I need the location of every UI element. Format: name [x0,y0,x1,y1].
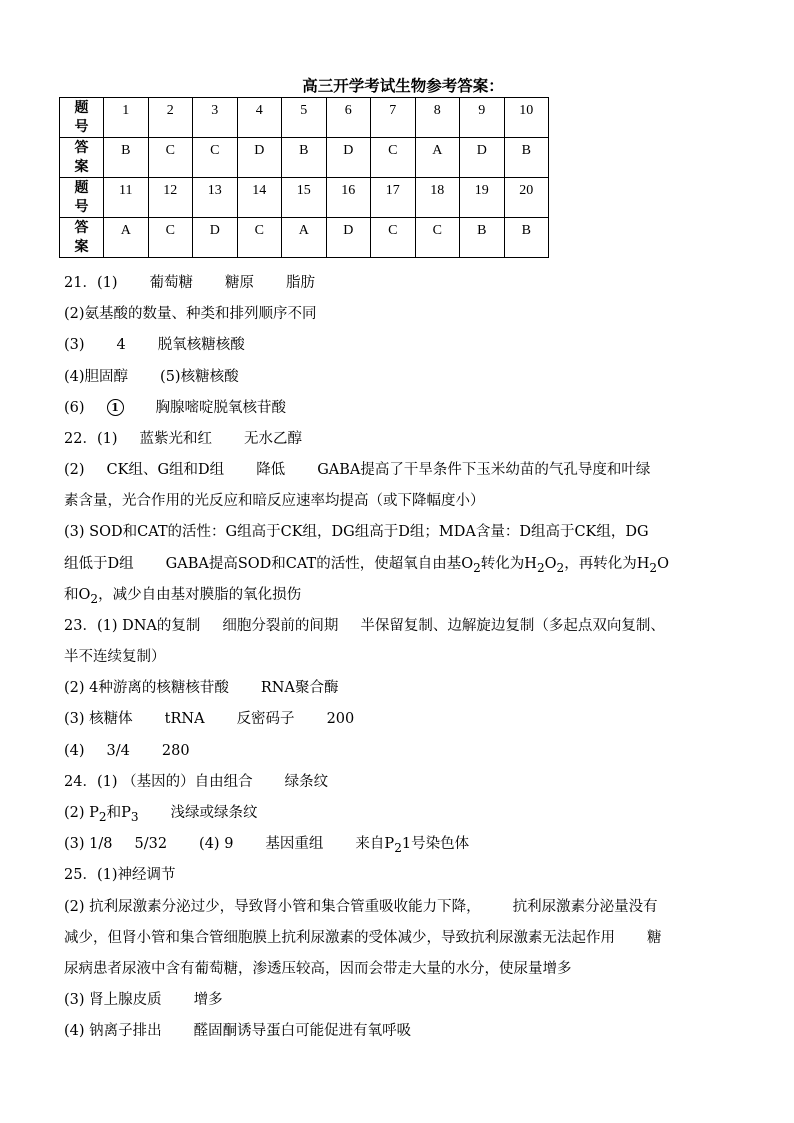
page-title-text: 高三开学考试生物参考答案： [302,76,504,95]
question-number: 16 [326,178,371,218]
subscript: 3 [130,809,139,824]
q22-line-3: 素含量，光合作用的光反应和暗反应速率均提高（或下降幅度小） [64,493,485,509]
q25-3-answer-a: (3) 肾上腺皮质 [64,992,162,1008]
question-number: 19 [460,178,505,218]
q25-line-5 [64,990,744,1010]
question-number: 3 [193,98,238,138]
q22-2-answer-b: 降低 [256,462,286,478]
q24-line-2 [64,803,744,827]
q22-3-answer-a: 组低于D组 [64,556,134,572]
answer-cell: D [460,138,505,178]
answer-cell: C [415,218,460,258]
answer-cell: B [104,138,149,178]
answer-table-body [60,98,549,258]
question-number: 9 [460,98,505,138]
q22-line-1 [64,429,744,449]
q24-2-answer-part2: 和P [106,805,131,821]
q23-label: 23．(1) DNA的复制 [64,618,201,634]
q22-3-answer-b-part3: O [544,556,557,572]
q24-label: 24．(1) （基因的）自由组合 [64,774,253,790]
q21-line-2: (2)氨基酸的数量、种类和排列顺序不同 [64,306,317,322]
subscript: 2 [536,560,545,575]
q25-line-4: 尿病患者尿液中含有葡萄糖，渗透压较高，因而会带走大量的水分，使尿量增多 [64,961,572,977]
answer-table [59,97,549,258]
q23-2-answer-a: (2) 4种游离的核糖核苷酸 [64,680,229,696]
answer-cell: C [371,218,416,258]
q23-4-answer-b: 280 [161,743,190,759]
q24-2-answer-b: 浅绿或绿条纹 [170,805,258,821]
q21-5-answer: (5)核糖核酸 [160,369,239,385]
question-number: 20 [504,178,549,218]
q24-3-answer-a: (3) 1/8 [64,836,113,852]
table-row [60,98,549,138]
answer-cell: B [504,218,549,258]
q22-2-answer-c: GABA提高了干旱条件下玉米幼苗的气孔导度和叶绿 [317,462,651,478]
q22-3-answer-b-part1: GABA提高SOD和CAT的活性，使超氧自由基O [165,556,474,572]
q24-answer-a: 绿条纹 [284,774,329,790]
circled-number-one: 1 [107,399,124,416]
question-number: 13 [193,178,238,218]
q25-line-6 [64,1021,744,1041]
q22-line-6 [64,585,744,609]
q25-3-answer-b: 增多 [193,992,223,1008]
q24-3-answer-b: 5/32 [134,836,168,852]
question-number: 5 [282,98,327,138]
question-number: 10 [504,98,549,138]
q21-line-4 [64,367,744,387]
q22-3-answer-b-part4: ，再转化为H [564,556,650,572]
q25-line-3 [64,928,744,948]
q21-line-5 [64,398,744,418]
q21-4-answer: (4)胆固醇 [64,369,129,385]
question-number: 15 [282,178,327,218]
q21-label: 21．(1) [64,275,118,291]
q24-4-answer-c-part2: 1号染色体 [401,836,470,852]
q25-2-cont-a: 减少，但肾小管和集合管细胞膜上抗利尿激素的受体减少，导致抗利尿激素无法起作用 [64,930,615,946]
answer-cell: D [237,138,282,178]
table-row [60,138,549,178]
question-number: 1 [104,98,149,138]
answer-cell: B [460,218,505,258]
subscript: 2 [394,840,402,855]
answer-cell: C [237,218,282,258]
q22-line-5 [64,554,744,578]
q23-3-label: (3) 核糖体 [64,711,133,727]
q25-line-1: 25．(1)神经调节 [64,867,176,883]
q25-2-cont-b: 糖 [647,930,662,946]
row-label-answer: 答案 [60,138,104,178]
q23-line-2: 半不连续复制） [64,649,166,665]
question-number: 8 [415,98,460,138]
question-number: 14 [237,178,282,218]
table-row [60,178,549,218]
q22-label: 22．(1) [64,431,118,447]
question-number: 12 [148,178,193,218]
q21-answer-b: 糖原 [225,275,254,291]
q21-3-answer-a: 4 [116,337,126,353]
q25-2-answer-b: 抗利尿激素分泌量没有 [512,899,658,915]
page-title [0,74,794,96]
question-number: 17 [371,178,416,218]
q22-3-cont-a: 和O [64,587,91,603]
question-number: 2 [148,98,193,138]
answer-cell: C [193,138,238,178]
q21-line-3 [64,335,744,355]
subscript: 2 [90,591,99,606]
q23-4-label: (4) [64,743,85,759]
answer-cell: C [148,218,193,258]
q22-2-answer-a: CK组、G组和D组 [106,462,225,478]
q22-answer-b: 无水乙醇 [244,431,302,447]
q23-3-answer-b: 反密码子 [236,711,295,727]
q21-3-answer-b: 脱氧核糖核酸 [157,337,245,353]
answer-cell: A [282,218,327,258]
q22-2-label: (2) [64,462,85,478]
q24-2-answer-part1: (2) P [64,805,99,821]
q23-4-answer-a: 3/4 [106,743,130,759]
answer-cell: B [504,138,549,178]
q22-3-cont-b: ，减少自由基对膜脂的氧化损伤 [98,587,302,603]
q22-3-answer-b-part2: 转化为H [480,556,537,572]
subscript: 2 [649,560,658,575]
question-number: 6 [326,98,371,138]
q23-answer-b: 半保留复制、边解旋边复制（多起点双向复制、 [360,618,665,634]
question-number: 18 [415,178,460,218]
q21-line-1 [64,273,744,293]
question-number: 11 [104,178,149,218]
q23-2-answer-b: RNA聚合酶 [260,680,339,696]
q24-4-answer-b: 基因重组 [265,836,324,852]
q22-3-answer-b-part5: O [657,556,669,572]
row-label-number: 题号 [60,98,104,138]
row-label-number: 题号 [60,178,104,218]
q23-3-answer-c: 200 [326,711,355,727]
answer-cell: A [104,218,149,258]
subscript: 2 [98,809,107,824]
answer-cell: D [326,218,371,258]
q21-6-label: (6) [64,400,85,416]
q23-line-3 [64,678,744,698]
q24-4-answer-c-part1: 来自P [355,836,395,852]
answer-cell: C [148,138,193,178]
q25-2-answer-a: (2) 抗利尿激素分泌过少，导致肾小管和集合管重吸收能力下降， [64,899,481,915]
table-row [60,218,549,258]
q21-3-label: (3) [64,337,85,353]
subscript: 2 [556,560,565,575]
q24-line-1 [64,772,744,792]
answer-cell: C [371,138,416,178]
q23-line-1 [64,616,744,636]
q21-answer-c: 脂肪 [286,275,315,291]
answer-cell: D [326,138,371,178]
q23-3-answer-a: tRNA [164,711,205,727]
q23-line-5 [64,741,744,761]
subscript: 2 [473,560,481,575]
row-label-answer: 答案 [60,218,104,258]
q22-line-4: (3) SOD和CAT的活性：G组高于CK组，DG组高于D组；MDA含量：D组高于CK组，DG [64,524,649,540]
q21-answer-a: 葡萄糖 [149,275,193,291]
q25-4-answer-a: (4) 钠离子排出 [64,1023,162,1039]
q23-line-4 [64,709,744,729]
q21-6-answer: 胸腺嘧啶脱氧核苷酸 [155,400,287,416]
q24-line-3 [64,834,744,858]
q25-line-2 [64,897,744,917]
q24-4-answer-a: (4) 9 [199,836,234,852]
question-number: 4 [237,98,282,138]
q25-4-answer-b: 醛固酮诱导蛋白可能促进有氧呼吸 [193,1023,412,1039]
q23-answer-a: 细胞分裂前的间期 [222,618,339,634]
q22-answer-a: 蓝紫光和红 [139,431,212,447]
answer-cell: D [193,218,238,258]
answer-cell: A [415,138,460,178]
answer-cell: B [282,138,327,178]
question-number: 7 [371,98,416,138]
q22-line-2 [64,460,744,480]
